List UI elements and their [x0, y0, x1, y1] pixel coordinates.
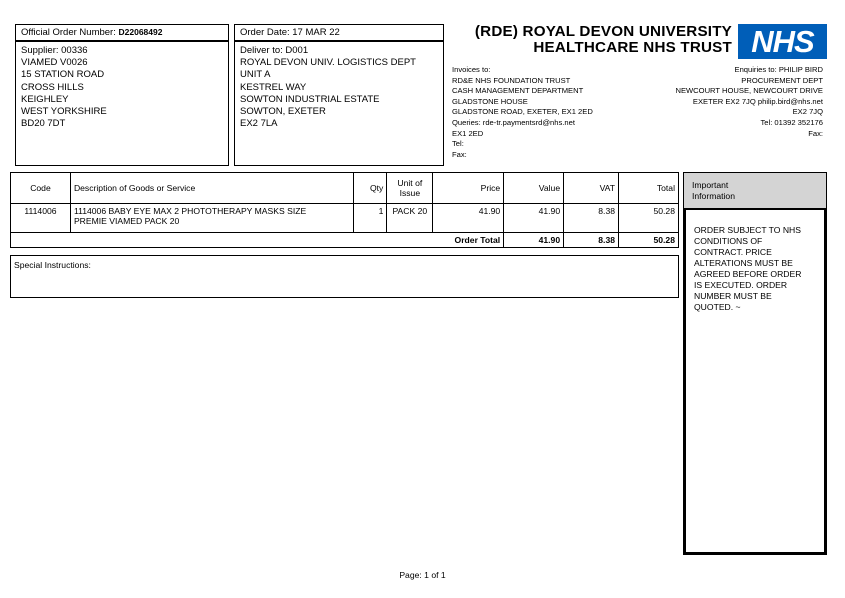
- description-line: 1114006 BABY EYE MAX 2 PHOTOTHERAPY MASKS SIZE: [73, 206, 307, 216]
- supplier-line: 15 STATION ROAD: [21, 69, 105, 81]
- supplier-line: CROSS HILLS: [21, 81, 84, 93]
- deliver-line: Deliver to: D001: [240, 45, 309, 56]
- invoices-line: Queries: rde-tr.paymentsrd@nhs.net: [452, 117, 575, 127]
- header-price: Price: [433, 173, 504, 204]
- order-total-label: Order Total: [11, 233, 504, 248]
- cell-qty: 1: [354, 204, 387, 233]
- deliver-line: KESTREL WAY: [240, 81, 307, 93]
- supplier-line: Supplier: 00336: [21, 45, 88, 56]
- header-vat: VAT: [564, 173, 619, 204]
- invoices-line: GLADSTONE HOUSE: [452, 96, 528, 106]
- invoices-line: Fax:: [452, 149, 467, 159]
- deliver-line: SOWTON INDUSTRIAL ESTATE: [240, 93, 380, 105]
- cell-total: 50.28: [619, 204, 679, 233]
- deliver-line: ROYAL DEVON UNIV. LOGISTICS DEPT: [240, 57, 416, 69]
- trust-title-line: (RDE) ROYAL DEVON UNIVERSITY: [474, 23, 732, 40]
- invoices-line: Tel:: [452, 139, 464, 149]
- deliver-line: UNIT A: [240, 69, 271, 81]
- supplier-line: KEIGHLEY: [21, 93, 69, 105]
- important-info-header: [683, 172, 827, 209]
- enquiries-line: Enquiries to: PHILIP BIRD: [734, 65, 823, 74]
- important-line: AGREED BEFORE ORDER: [694, 269, 802, 279]
- cell-unit: PACK 20: [387, 204, 433, 233]
- order-total-vat: 8.38: [564, 233, 619, 248]
- cell-code: 1114006: [11, 204, 71, 233]
- order-total-total: 50.28: [619, 233, 679, 248]
- enquiries-line: Fax:: [808, 128, 823, 138]
- description-line: PREMIE VIAMED PACK 20: [73, 216, 180, 226]
- header-unit: [387, 173, 433, 204]
- invoices-line: CASH MANAGEMENT DEPARTMENT: [452, 86, 584, 96]
- cell-description: [70, 204, 353, 233]
- header-qty: Qty: [354, 173, 387, 204]
- invoices-line: Invoices to:: [452, 65, 491, 74]
- order-number-box: [15, 24, 229, 41]
- header-description: Description of Goods or Service: [70, 173, 353, 204]
- order-total-value: 41.90: [504, 233, 564, 248]
- special-instructions-label: Special Instructions:: [14, 260, 91, 270]
- important-info-body: [683, 209, 827, 555]
- order-date: Order Date: 17 MAR 22: [240, 27, 340, 38]
- supplier-line: WEST YORKSHIRE: [21, 106, 107, 118]
- important-line: NUMBER MUST BE: [694, 291, 772, 301]
- deliver-line: SOWTON, EXETER: [240, 106, 326, 118]
- supplier-line: VIAMED V0026: [21, 57, 88, 69]
- order-number-value: D22068492: [118, 27, 163, 37]
- order-date-box: [234, 24, 444, 41]
- header-unit-line: Issue: [399, 188, 421, 198]
- page-number: Page: 1 of 1: [399, 570, 446, 580]
- header-unit-line: Unit of: [397, 178, 423, 188]
- invoices-block: [452, 65, 593, 160]
- enquiries-line: NEWCOURT HOUSE, NEWCOURT DRIVE: [675, 86, 823, 96]
- cell-price: 41.90: [433, 204, 504, 233]
- cell-vat: 8.38: [564, 204, 619, 233]
- items-table: [10, 172, 679, 248]
- header-total: Total: [619, 173, 679, 204]
- important-line: CONTRACT. PRICE: [694, 247, 772, 257]
- invoices-line: RD&E NHS FOUNDATION TRUST: [452, 75, 571, 85]
- header-code: Code: [11, 173, 71, 204]
- important-header-line: Information: [692, 191, 735, 201]
- order-number: [21, 27, 162, 38]
- enquiries-line: EX2 7JQ: [792, 107, 823, 117]
- cell-value: 41.90: [504, 204, 564, 233]
- deliver-box: [234, 41, 444, 166]
- header-value: Value: [504, 173, 564, 204]
- enquiries-line: Tel: 01392 352176: [760, 117, 823, 127]
- enquiries-line: PROCUREMENT DEPT: [741, 75, 823, 85]
- important-line: QUOTED. ~: [694, 302, 741, 312]
- important-line: ORDER SUBJECT TO NHS: [694, 225, 801, 235]
- supplier-box: [15, 41, 229, 166]
- order-number-label: Official Order Number:: [21, 27, 116, 38]
- enquiries-block: [625, 65, 823, 139]
- important-line: ALTERATIONS MUST BE: [694, 258, 793, 268]
- supplier-line: BD20 7DT: [21, 118, 66, 130]
- table-header-row: [11, 173, 679, 204]
- supplier-address: [21, 45, 107, 130]
- deliver-address: [240, 45, 416, 130]
- important-line: CONDITIONS OF: [694, 236, 763, 246]
- deliver-line: EX2 7LA: [240, 118, 278, 130]
- table-row: [11, 204, 679, 233]
- trust-title-line: HEALTHCARE NHS TRUST: [533, 38, 732, 56]
- nhs-logo: NHS: [738, 24, 827, 59]
- enquiries-line: EXETER EX2 7JQ philip.bird@nhs.net: [692, 96, 823, 106]
- important-line: IS EXECUTED. ORDER: [694, 280, 788, 290]
- important-header-line: Important: [692, 180, 729, 190]
- order-total-row: [11, 233, 679, 248]
- invoices-line: GLADSTONE ROAD, EXETER, EX1 2ED: [452, 107, 593, 117]
- special-instructions-box: [10, 255, 679, 298]
- invoices-line: EX1 2ED: [452, 128, 484, 138]
- trust-title: [430, 24, 732, 55]
